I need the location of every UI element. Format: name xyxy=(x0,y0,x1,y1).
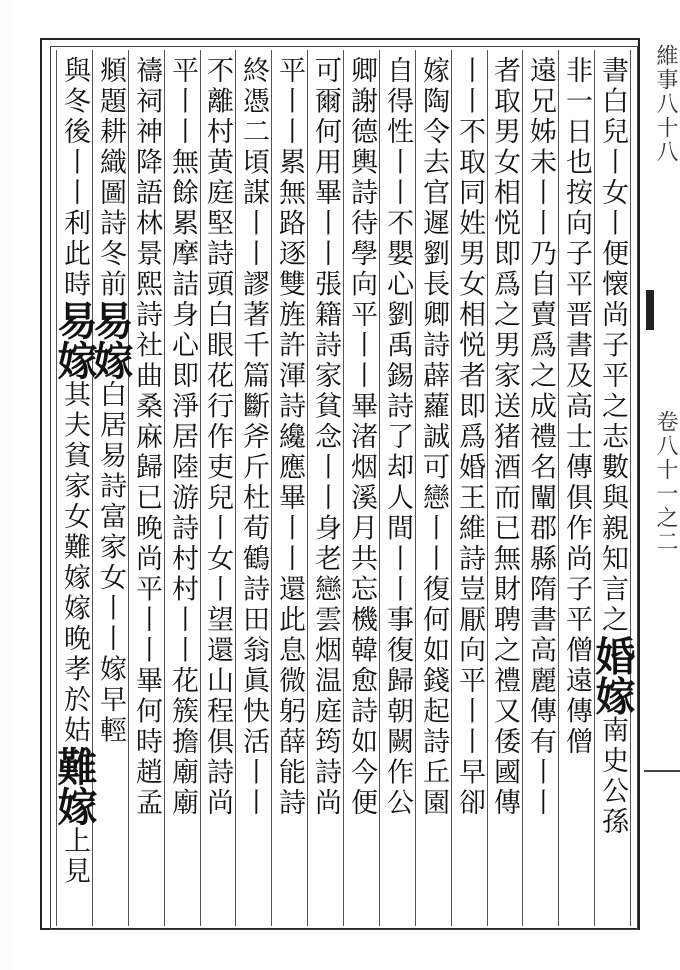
text-run: 丨丨不取同姓男女相悦者即爲婚王維詩豈厭向平丨丨早卻 xyxy=(454,56,485,819)
text-run: 書白兒丨女丨便懐尚子平之志數與親知言之 xyxy=(597,56,628,636)
column-text xyxy=(199,56,235,819)
column-text xyxy=(558,56,594,758)
text-run: 禱祠神降語林景熙詩社曲桑麻歸已晚尚平丨丨畢何時趙孟 xyxy=(131,56,162,819)
headword: 難嫁 xyxy=(51,746,98,826)
text-run: 上見 xyxy=(59,826,90,887)
text-run: 遠兄姊未丨丨乃自賣爲之成禮名闡郡縣隋書高麗傳有丨丨 xyxy=(525,56,556,819)
column-text xyxy=(451,56,487,819)
text-column xyxy=(199,56,235,916)
column-text xyxy=(51,56,98,887)
text-run: 與冬後丨丨利此時 xyxy=(59,56,90,300)
column-text xyxy=(307,56,343,819)
text-column xyxy=(522,56,558,916)
text-run: 可爾何用畢丨丨張籍詩家貧念丨丨身老戀雲烟温庭筠詩尚 xyxy=(310,56,341,819)
text-run: 平丨丨累無路逐雙旌許渾詩纔應畢丨丨還此息微躬薛能詩 xyxy=(274,56,305,819)
column-text xyxy=(164,56,200,819)
column-text xyxy=(486,56,522,819)
text-column xyxy=(343,56,379,916)
column-text xyxy=(522,56,558,819)
text-column xyxy=(235,56,271,916)
column-text xyxy=(589,56,636,838)
text-run: 終憑二頃謀丨丨謬著千篇斷斧斤杜荀鶴詩田翁眞快活丨丨 xyxy=(238,56,269,819)
text-column xyxy=(589,56,636,916)
text-run: 者取男女相悦即爲之男家送猪酒而已無財聘之禮又倭國傳 xyxy=(489,56,520,819)
column-rule xyxy=(630,50,631,926)
column-text xyxy=(87,56,134,746)
text-column xyxy=(415,56,451,916)
text-run: 不離村黄庭堅詩頭白眼花行作吏兒丨女丨望還山程俱詩尚 xyxy=(202,56,233,819)
text-run: 其夫貧家女難嫁嫁晚孝於姑 xyxy=(59,380,90,746)
fold-mark xyxy=(646,290,654,330)
margin-divider xyxy=(644,770,680,772)
text-run: 非一日也按向子平晋書及高士傳俱作尚子平僧遠傳僧 xyxy=(561,56,592,758)
column-text xyxy=(235,56,271,819)
column-text xyxy=(271,56,307,819)
binding-edge xyxy=(0,0,10,970)
text-column xyxy=(271,56,307,916)
text-run: 自得性丨丨不嬰心劉禹錫詩了却人間丨丨事復歸朝闕作公 xyxy=(382,56,413,819)
text-run: 南史公孫 xyxy=(597,715,628,838)
column-text xyxy=(128,56,164,819)
text-column xyxy=(307,56,343,916)
column-text xyxy=(415,56,451,819)
column-text xyxy=(379,56,415,819)
text-run: 嫁陶令去官遲劉長卿詩薜蘿誠可戀丨丨復何如錢起詩丘園 xyxy=(418,56,449,819)
text-run: 白居易詩富家女丨丨嫁早輕 xyxy=(95,380,126,746)
text-column xyxy=(486,56,522,916)
text-column xyxy=(451,56,487,916)
headword: 易嫁 xyxy=(51,300,98,380)
text-run: 頫題耕織圖詩冬前 xyxy=(95,56,126,300)
text-column xyxy=(128,56,164,916)
headword: 婚嫁 xyxy=(589,635,636,716)
text-column xyxy=(379,56,415,916)
column-text xyxy=(343,56,379,819)
text-column xyxy=(164,56,200,916)
headword: 易嫁 xyxy=(87,300,134,380)
text-column xyxy=(51,56,98,916)
text-column xyxy=(558,56,594,916)
volume-label: 卷八十一之二 xyxy=(653,410,678,554)
margin-top-label: 維事八十八 xyxy=(653,44,678,164)
text-run: 平丨丨無餘累摩詰身心即淨居陸游詩村村丨丨花簇擔廟廟 xyxy=(167,56,198,819)
page-margin xyxy=(644,44,678,930)
text-run: 卿謝德輿詩待學向平丨丨畢渚烟溪月共忘機韓愈詩如今便 xyxy=(346,56,377,819)
